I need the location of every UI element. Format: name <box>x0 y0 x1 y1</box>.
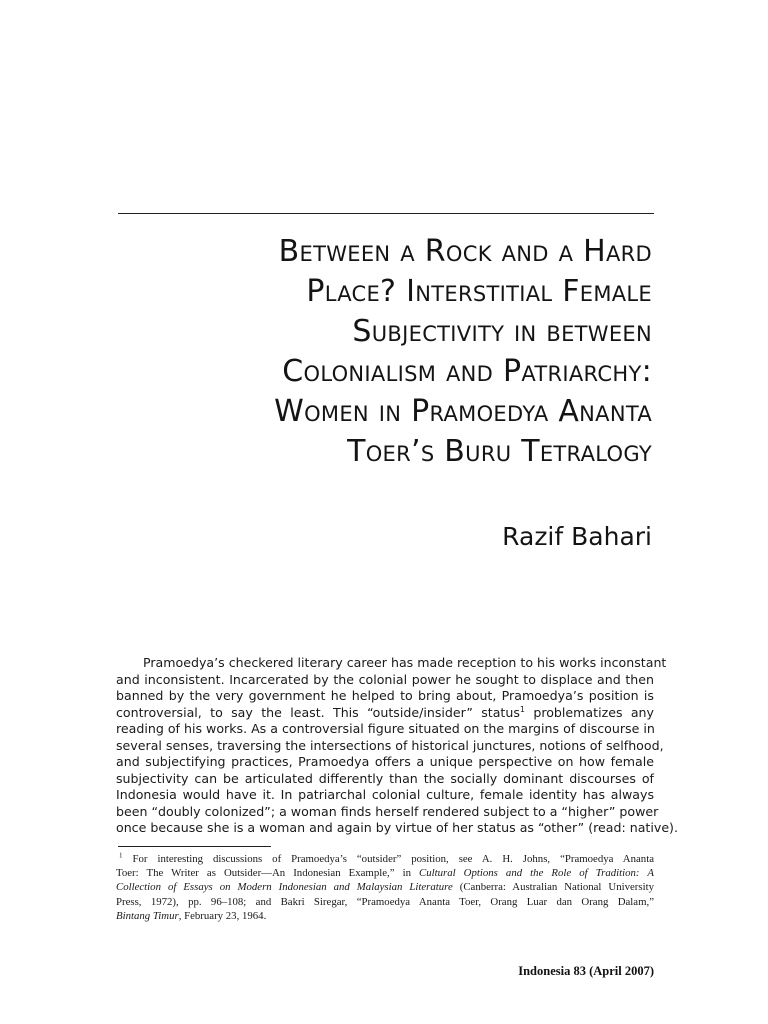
body-line: banned by the very government he helped to bring about, Pramoedya’s position is <box>116 688 654 703</box>
body-line: Indonesia would have it. In patriarchal colonial culture, female identity has always <box>116 787 654 802</box>
body-line: Pramoedya’s checkered literary career has made reception to his works inconstant <box>143 655 667 670</box>
journal-citation-footer: Indonesia 83 (April 2007) <box>518 964 654 978</box>
title-line-4: Colonialism and Patriarchy: <box>282 354 652 389</box>
footnote-line <box>116 866 654 880</box>
footnote-book-title: Collection of Essays on Modern Indonesian and Malaysian Literature <box>116 881 453 894</box>
body-line: been “doubly colonized”; a woman finds herself rendered subject to a “higher” power <box>116 803 659 819</box>
body-line: several senses, traversing the intersections of historical junctures, notions of selfhood, <box>116 737 664 753</box>
footnote-rule <box>118 846 271 847</box>
title-line-6: Toer’s Buru Tetralogy <box>347 434 652 469</box>
footnote-text-segment: , February 23, 1964. <box>178 909 267 922</box>
body-line: subjectivity can be articulated differently than the socially dominant discourses of <box>116 770 654 786</box>
footnote-number: 1 <box>119 851 123 860</box>
title-line-5: Women in Pramoedya Ananta <box>274 394 652 429</box>
body-text-segment: controversial, to say the least. This “outside/insider” status <box>116 704 520 720</box>
author-name: Razif Bahari <box>502 522 652 551</box>
footnote-line <box>116 852 654 866</box>
footnote <box>116 852 654 923</box>
body-line: and inconsistent. Incarcerated by the colonial power he sought to displace and then <box>116 671 654 687</box>
header-rule <box>118 213 654 214</box>
footnote-reference[interactable]: 1 <box>519 704 525 714</box>
body-line: reading of his works. As a controversial figure situated on the margins of discourse in <box>116 721 655 736</box>
footnote-text-segment: Toer: The Writer as Outsider—An Indonesian Example,” in <box>116 867 420 880</box>
title-line-3: Subjectivity in between <box>352 314 652 349</box>
footnote-text-segment: (Canberra: Australian National University <box>452 881 654 894</box>
body-line <box>116 705 654 722</box>
body-line: once because she is a woman and again by virtue of her status as “other” (read: native). <box>116 820 678 835</box>
body-paragraph <box>116 655 678 837</box>
footnote-line <box>116 880 654 894</box>
title-line-2: Place? Interstitial Female <box>306 274 652 309</box>
footnote-line: Press, 1972), pp. 96–108; and Bakri Siregar, “Pramoedya Ananta Toer, Orang Luar dan Orang Dalam,” <box>116 895 654 908</box>
footnote-newspaper-title: Bintang Timur <box>116 909 179 922</box>
article-title <box>132 232 652 472</box>
body-line: and subjectifying practices, Pramoedya offers a unique perspective on how female <box>116 754 654 769</box>
body-text-segment: problematizes any <box>524 704 654 720</box>
title-line-1: Between a Rock and a Hard <box>278 234 652 269</box>
footnote-book-title: Cultural Options and the Role of Tradition: A <box>419 867 654 880</box>
footnote-line <box>116 909 654 923</box>
footnote-text-segment: For interesting discussions of Pramoedya’s “outsider” position, see A. H. Johns, “Pramoedya Ananta <box>122 853 654 865</box>
